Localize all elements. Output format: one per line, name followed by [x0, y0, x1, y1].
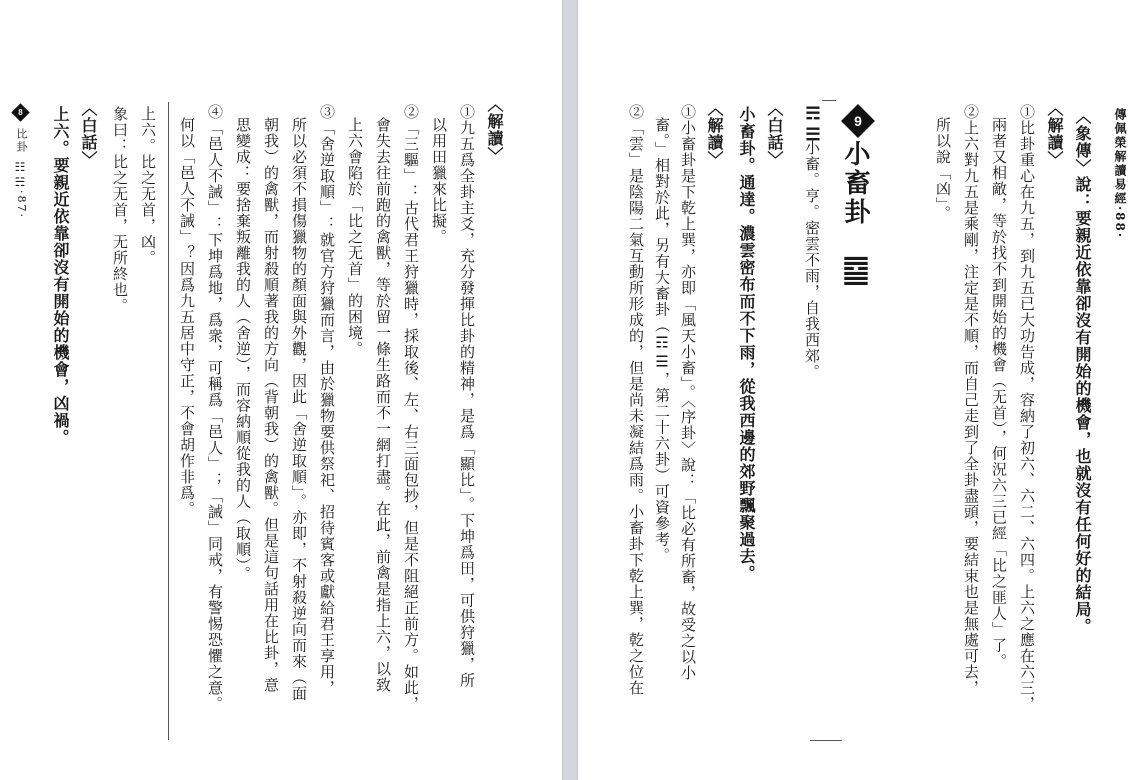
text-line: 象曰：比之无首，无所終也。: [111, 106, 129, 314]
page-number: ·87·: [15, 190, 28, 219]
section-rule-top: [822, 100, 836, 101]
baihua-line: 小畜卦。通達。濃雲密布而不下雨，從我西邊的郊野飄聚過去。: [737, 106, 756, 582]
running-header: 傳佩榮解讀易經·88·: [1113, 108, 1127, 240]
footer-label: 比卦: [15, 128, 28, 154]
jiedu-header: 〈解讀〉: [1045, 100, 1064, 168]
note-line: 何以「邑人不誡」？因爲九五居中守正，不會胡作非爲。: [178, 117, 196, 517]
hexagram-icon: ☷☵: [13, 160, 27, 190]
hexagram-icon: ䷈: [837, 250, 875, 289]
baihua-header: 〈白話〉: [765, 100, 784, 168]
note-line: ②上六對九五是乘剛，注定是不順，而自己走到了全卦盡頭，要結束也是無處可去，: [962, 104, 980, 696]
section-badge: 9: [841, 104, 875, 138]
trigram-icon: ☴☰: [803, 104, 823, 146]
left-page: [0, 0, 562, 780]
section-badge: 8: [11, 103, 29, 121]
note-line: 朝我）的禽獸，而射殺順著我的方向（背朝我）的禽獸。但是這句話用在比卦，意: [262, 117, 280, 693]
baihua-line: 上六。要親近依靠卻沒有開始的機會，凶禍。: [51, 106, 70, 446]
jiedu-header: 〈解讀〉: [485, 96, 504, 164]
jiedu-header: 〈解讀〉: [705, 100, 724, 168]
note-line: 會失去往前跑的禽獸，等於留一條生路而不一網打盡。在此，前禽是指上六，以致: [374, 117, 392, 693]
note-line: ①九五爲全卦主爻，充分發揮比卦的精神，是爲「顯比」。下坤爲田，可供狩獵，所: [458, 104, 476, 689]
text-line: 上六。比之无首，凶。: [139, 106, 157, 266]
right-page: [578, 0, 1140, 780]
page-gutter: [562, 0, 578, 780]
divider-rule: [168, 102, 169, 740]
note-line: ④「邑人不誡」：下坤爲地，爲衆，可稱爲「邑人」；「誡」同戒，有警惕恐懼之意。: [206, 104, 224, 712]
section-rule-bottom: [810, 740, 842, 741]
note-line: 上六會陷於「比之无首」的困境。: [346, 117, 364, 357]
note-line: ③「舍逆取順」：就官方狩獵而言，由於獵物要供祭祀、招待賓客或獻給君王享用，: [318, 104, 336, 696]
note-line: 兩者又相敵，等於找不到開始的機會（无首），何況六三已經「比之匪人」了。: [990, 117, 1008, 670]
note-line: ①小畜卦是下乾上巽，亦即「風天小畜」。〈序卦〉說：「比必有所畜，故受之以小: [679, 104, 697, 681]
judgment-line: 小畜。亨。密雲不雨，自我西郊。: [803, 140, 821, 380]
note-line: ②「三驅」：古代君王狩獵時，採取後、左、右三面包抄，但是不阻絕正前方。如此，: [402, 104, 420, 712]
note-line: ②「雲」是陰陽二氣互動所形成的，但是尚未凝結爲雨。小畜卦下乾上巽，乾之位在: [627, 104, 645, 696]
note-line: 以用田獵來比擬。: [430, 117, 448, 245]
note-line: ①比卦重心在九五，到九五已大功告成，容納了初六、六二、六四。上六之應在六三，: [1018, 104, 1036, 712]
note-line: 思變成：要捨棄叛離我的人（舍逆），而容納順從我的人（取順）。: [234, 117, 252, 582]
note-line: 畜。」相對於此，另有大畜卦（☶☰，第二十六卦）可資參考。: [653, 117, 671, 564]
baihua-header: 〈白話〉: [79, 100, 98, 168]
section-title: 小畜卦: [840, 140, 870, 227]
note-line: 所以必須不損傷獵物的顏面與外觀，因此「舍逆取順」。亦即，不射殺逆向而來（面: [290, 117, 308, 702]
note-line: 所以說「凶」。: [934, 117, 952, 222]
xiang-line: 〈象傳〉說：要親近依靠卻沒有開始的機會，也就沒有任何好的結局。: [1073, 108, 1092, 635]
